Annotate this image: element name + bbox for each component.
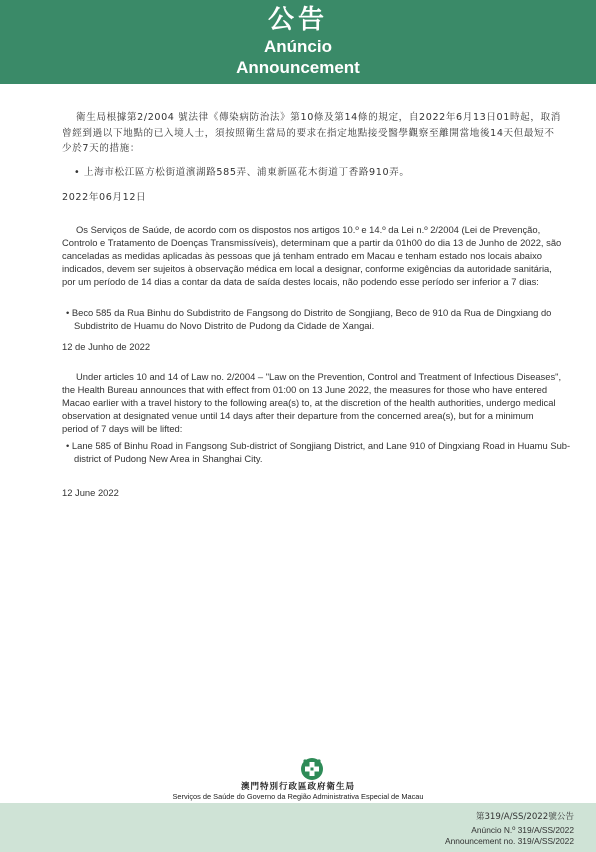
reference-chinese: 第319/A/SS/2022號公告: [475, 812, 574, 822]
title-english: Announcement: [236, 58, 360, 77]
health-bureau-cross-logo-icon: [300, 757, 324, 781]
english-paragraph: Under articles 10 and 14 of Law no. 2/2004 – "Law on the Prevention, Control and Treatment of Infectious Diseases", the Health Bureau announces that with effect from 01:00 on 13 June 2022, the measures for those who have entered Macao earlier with a travel history to the following area(s) to, at the discretion of the health authorities, undergo medical observation at designated venue until 14 days after their departure from the concerned area(s), but for a minimum period of 7 days will be lifted:: [62, 371, 562, 434]
title-portuguese: Anúncio: [264, 37, 332, 56]
chinese-paragraph: 衛生局根據第2/2004 號法律《傳染病防治法》第10條及第14條的規定，自2022年6月13日01時起，取消曾經到過以下地點的已入境人士，須按照衛生當局的要求在指定地點接受醫學觀察至離開當地後14天但最短不少於7天的措施：: [62, 112, 561, 154]
english-bullet: • Lane 585 of Binhu Road in Fangsong Sub-district of Songjiang District, and Lane 910 of Dingxiang Road in Huamu Sub-district of Pudong New Area in Shanghai City.: [66, 440, 571, 464]
portuguese-date: 12 de Junho de 2022: [62, 341, 151, 352]
reference-portuguese: Anúncio N.º 319/A/SS/2022: [471, 825, 574, 835]
chinese-bullet: • 上海市松江區方松街道濱湖路585弄、浦東新區花木街道丁香路910弄。: [74, 167, 410, 178]
reference-footer: [0, 803, 596, 852]
reference-english: Announcement no. 319/A/SS/2022: [445, 836, 574, 846]
organization-name-portuguese: Serviços de Saúde do Governo da Região Administrativa Especial de Macau: [172, 792, 424, 801]
portuguese-paragraph: Os Serviços de Saúde, de acordo com os dispostos nos artigos 10.º e 14.º da Lei n.º 2/2004 (Lei de Prevenção, Controlo e Tratamento de Doenças Transmissíveis), determinam que a partir da 01h00 do dia 13 de Junho de 2022, são canceladas as medidas aplicadas às pessoas que já tenham entrado em Macau e tenham estado nos locais abaixo indicados, devem ser sujeitos à observação médica em local a designar, conforme exigências da autoridade sanitária, por um período de 14 dias a contar da data de saída destes locais, não podendo esse período ser inferior a 7 dias:: [62, 224, 562, 287]
english-date: 12 June 2022: [62, 487, 119, 498]
chinese-date: 2022年06月12日: [62, 192, 147, 203]
organization-name-chinese: 澳門特別行政區政府衛生局: [240, 782, 355, 792]
portuguese-bullet: • Beco 585 da Rua Binhu do Subdistrito de Fangsong do Distrito de Songjiang, Beco de 910 da Rua de Dingxiang do Subdistrito de Huamu do Novo Distrito de Pudong da Cidade de Xangai.: [66, 307, 552, 331]
title-chinese: 公告: [267, 5, 328, 35]
announcement-header: [0, 0, 596, 84]
